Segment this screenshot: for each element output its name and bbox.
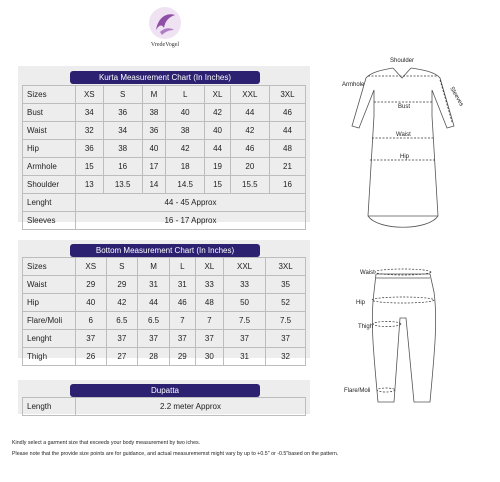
cell-value: 38: [166, 122, 205, 140]
size-header-3xl: 3XL: [266, 258, 306, 276]
cell-value: 34: [103, 122, 142, 140]
cell-value: 42: [230, 122, 269, 140]
cell-value: 44: [138, 294, 170, 312]
note-line-2: Please note that the provide size points are for guidance, and actual measurememst might vary by up to +0.5" or -0.5"based on the pattern.: [12, 451, 339, 457]
row-label: Hip: [23, 140, 76, 158]
cell-value: 37: [76, 330, 107, 348]
measurement-row-lenght: [23, 330, 306, 348]
measurement-row-hip: [23, 140, 306, 158]
sizes-label: Sizes: [23, 258, 76, 276]
row-label: Waist: [23, 122, 76, 140]
size-header-3xl: 3XL: [269, 86, 305, 104]
cell-value: 40: [166, 104, 205, 122]
cell-value: 13.5: [103, 176, 142, 194]
size-header-l: L: [169, 258, 195, 276]
bottom-hip-label: Hip: [356, 300, 366, 306]
dupatta-label: Length: [23, 398, 76, 416]
cell-value: 6.5: [138, 312, 170, 330]
cell-value: 16: [103, 158, 142, 176]
bottom-diagram: [340, 262, 460, 412]
hip-label: Hip: [400, 154, 410, 160]
kurta-diagram: [338, 56, 480, 252]
cell-value: 33: [223, 276, 265, 294]
note-line-1: Kindly select a garment size that exceeds your body measurement by two iches.: [12, 440, 201, 446]
cell-value: 31: [138, 276, 170, 294]
bottom-chart-title: Bottom Measurement Chart (In Inches): [70, 244, 260, 257]
size-header-xl: XL: [205, 86, 231, 104]
kurta-chart-title: Kurta Measurement Chart (In Inches): [70, 71, 260, 84]
cell-value: 17: [142, 158, 165, 176]
size-header-xxl: XXL: [230, 86, 269, 104]
shoulder-label: Shoulder: [390, 58, 415, 64]
cell-value: 37: [138, 330, 170, 348]
cell-value: 46: [269, 104, 305, 122]
cell-value: 29: [76, 276, 107, 294]
size-header-s: S: [106, 258, 138, 276]
sleeves-label: Sleeves: [448, 86, 465, 108]
cell-value: 36: [76, 140, 104, 158]
size-header-xxl: XXL: [223, 258, 265, 276]
cell-value: 42: [106, 294, 138, 312]
bottom-waist-label: Waist: [360, 270, 375, 276]
cell-value: 36: [142, 122, 165, 140]
row-label: Hip: [23, 294, 76, 312]
cell-value: 6: [76, 312, 107, 330]
cell-value: 40: [142, 140, 165, 158]
cell-value: 18: [166, 158, 205, 176]
cell-value: 16: [269, 176, 305, 194]
measurement-row-flare-moli: [23, 312, 306, 330]
dupatta-row: [23, 398, 306, 416]
cell-value: 27: [106, 348, 138, 366]
row-label: Bust: [23, 104, 76, 122]
row-label: Lenght: [23, 194, 76, 212]
cell-value: 20: [230, 158, 269, 176]
size-header-m: M: [142, 86, 165, 104]
cell-value: 21: [269, 158, 305, 176]
size-header-xs: XS: [76, 258, 107, 276]
size-header-l: L: [166, 86, 205, 104]
size-header-xl: XL: [195, 258, 223, 276]
waist-label: Waist: [396, 132, 411, 138]
cell-value: 19: [205, 158, 231, 176]
cell-value: 34: [76, 104, 104, 122]
cell-value: 14: [142, 176, 165, 194]
dupatta-title: Dupatta: [70, 384, 260, 397]
row-label: Waist: [23, 276, 76, 294]
cell-value: 7.5: [266, 312, 306, 330]
cell-value: 29: [106, 276, 138, 294]
cell-value: 7: [195, 312, 223, 330]
armhole-label: Armhole: [342, 82, 365, 88]
dupatta-value: 2.2 meter Approx: [76, 398, 306, 416]
size-header-s: S: [103, 86, 142, 104]
row-label: Flare/Moli: [23, 312, 76, 330]
cell-value: 32: [76, 122, 104, 140]
cell-value: 7.5: [223, 312, 265, 330]
cell-value: 44: [269, 122, 305, 140]
brand-name: VredeVogel: [150, 42, 180, 48]
cell-value: 40: [76, 294, 107, 312]
size-header-row: [23, 86, 306, 104]
cell-value: 28: [138, 348, 170, 366]
cell-value: 14.5: [166, 176, 205, 194]
measurement-row-armhole: [23, 158, 306, 176]
cell-value: 44: [230, 104, 269, 122]
cell-value: 15: [76, 158, 104, 176]
measurement-row-shoulder: [23, 176, 306, 194]
bust-label: Bust: [398, 104, 411, 110]
cell-value: 37: [195, 330, 223, 348]
cell-value: 48: [195, 294, 223, 312]
bottom-flare-label: Flare/Moli: [344, 388, 371, 394]
cell-value: 52: [266, 294, 306, 312]
cell-value: 15.5: [230, 176, 269, 194]
cell-value: 37: [169, 330, 195, 348]
cell-value: 50: [223, 294, 265, 312]
cell-value: 7: [169, 312, 195, 330]
cell-value: 13: [76, 176, 104, 194]
size-header-m: M: [138, 258, 170, 276]
size-header-xs: XS: [76, 86, 104, 104]
brand-logo-icon: [148, 6, 182, 40]
cell-value: 42: [205, 104, 231, 122]
bottom-table: [22, 257, 306, 366]
cell-value: 31: [169, 276, 195, 294]
span-row-sleeves: [23, 212, 306, 230]
cell-value: 32: [266, 348, 306, 366]
measurement-row-bust: [23, 104, 306, 122]
cell-value: 42: [166, 140, 205, 158]
cell-value: 33: [195, 276, 223, 294]
cell-value: 15: [205, 176, 231, 194]
cell-value: 46: [169, 294, 195, 312]
cell-value: 37: [106, 330, 138, 348]
dupatta-table: [22, 397, 306, 416]
cell-value: 36: [103, 104, 142, 122]
measurement-row-hip: [23, 294, 306, 312]
span-value: 16 - 17 Approx: [76, 212, 306, 230]
kurta-table: [22, 85, 306, 230]
cell-value: 31: [223, 348, 265, 366]
row-label: Armhole: [23, 158, 76, 176]
cell-value: 44: [205, 140, 231, 158]
span-value: 44 - 45 Approx: [76, 194, 306, 212]
row-label: Sleeves: [23, 212, 76, 230]
cell-value: 29: [169, 348, 195, 366]
cell-value: 46: [230, 140, 269, 158]
cell-value: 37: [266, 330, 306, 348]
cell-value: 40: [205, 122, 231, 140]
row-label: Lenght: [23, 330, 76, 348]
cell-value: 48: [269, 140, 305, 158]
cell-value: 6.5: [106, 312, 138, 330]
bottom-thigh-label: Thigh: [358, 324, 374, 330]
row-label: Shoulder: [23, 176, 76, 194]
cell-value: 38: [142, 104, 165, 122]
cell-value: 38: [103, 140, 142, 158]
measurement-row-waist: [23, 276, 306, 294]
measurement-row-thigh: [23, 348, 306, 366]
row-label: Thigh: [23, 348, 76, 366]
size-header-row: [23, 258, 306, 276]
cell-value: 26: [76, 348, 107, 366]
cell-value: 37: [223, 330, 265, 348]
cell-value: 30: [195, 348, 223, 366]
sizes-label: Sizes: [23, 86, 76, 104]
span-row-lenght: [23, 194, 306, 212]
cell-value: 35: [266, 276, 306, 294]
measurement-row-waist: [23, 122, 306, 140]
